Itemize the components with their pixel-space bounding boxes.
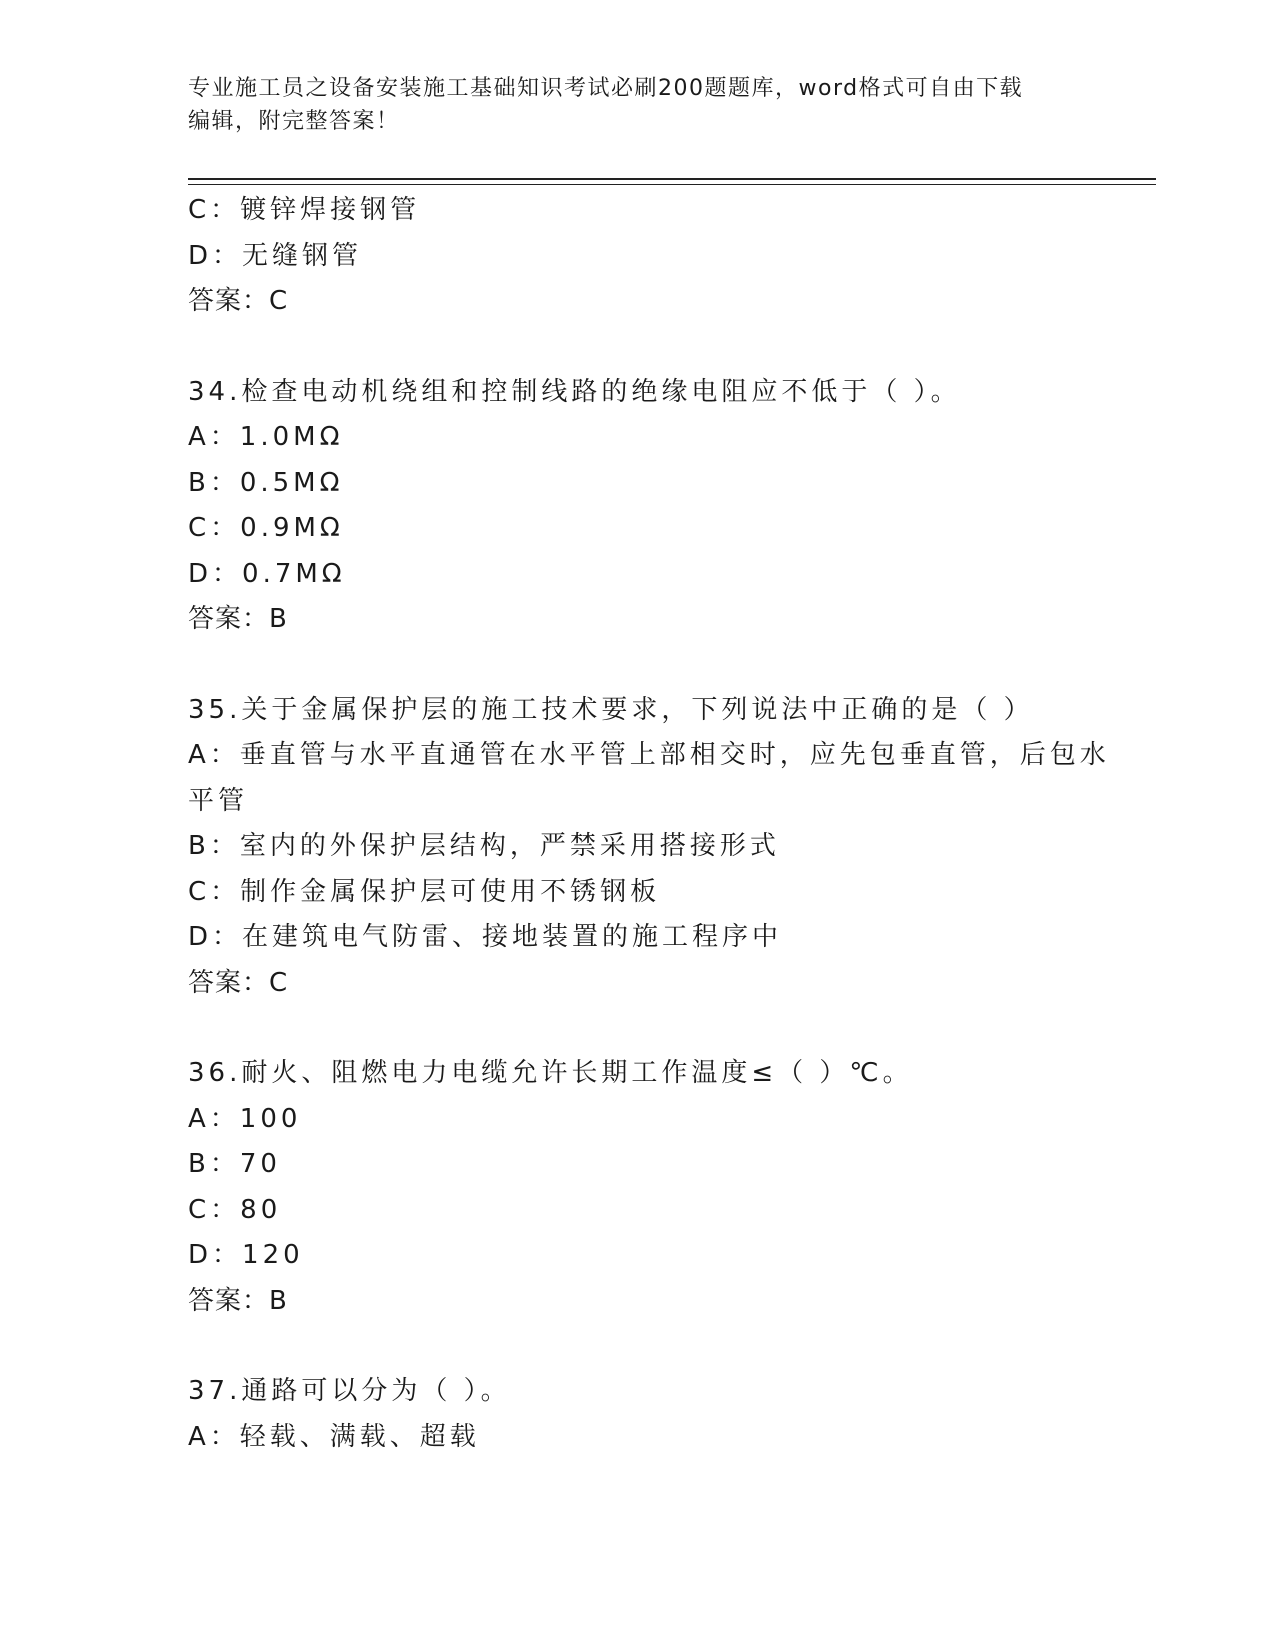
question-text: 37.通路可以分为（ ）。 xyxy=(188,1376,511,1406)
answer: 答案：B xyxy=(188,604,288,634)
header-title-line-1: 专业施工员之设备安装施工基础知识考试必刷200题题库，word格式可自由下载 xyxy=(188,76,1024,101)
option-c: C：80 xyxy=(188,1194,282,1225)
spacer xyxy=(188,325,1088,370)
question-text: 36.耐火、阻燃电力电缆允许长期工作温度≤（ ）℃。 xyxy=(188,1058,913,1088)
option-a-line-2: 平管 xyxy=(188,785,249,816)
question-33-continued xyxy=(188,188,1088,325)
option-a-line-1: A：垂直管与水平直通管在水平管上部相交时，应先包垂直管，后包水 xyxy=(188,740,1110,770)
option-d: D：无缝钢管 xyxy=(188,240,363,271)
header-divider-thin xyxy=(188,184,1156,185)
spacer xyxy=(188,1324,1088,1369)
option-d: D：在建筑电气防雷、接地装置的施工程序中 xyxy=(188,922,783,952)
question-list xyxy=(188,188,1110,1460)
option-b: B：70 xyxy=(188,1149,281,1179)
option-b: B：室内的外保护层结构，严禁采用搭接形式 xyxy=(188,831,780,861)
question-35 xyxy=(188,688,1110,1007)
spacer xyxy=(188,643,1088,688)
question-37 xyxy=(188,1369,1088,1460)
option-a: A：轻载、满载、超载 xyxy=(188,1421,480,1452)
question-text: 34.检查电动机绕组和控制线路的绝缘电阻应不低于（ ）。 xyxy=(188,376,961,407)
option-a: A：100 xyxy=(188,1103,302,1134)
answer: 答案：C xyxy=(188,286,289,316)
option-d: D：0.7MΩ xyxy=(188,558,346,589)
question-36 xyxy=(188,1051,1088,1324)
header-title-line-2: 编辑，附完整答案！ xyxy=(188,109,400,134)
document-header xyxy=(188,72,1088,138)
answer: 答案：C xyxy=(188,967,289,998)
answer: 答案：B xyxy=(188,1285,288,1316)
option-a: A：1.0MΩ xyxy=(188,422,344,452)
option-c: C：制作金属保护层可使用不锈钢板 xyxy=(188,876,661,907)
header-divider-thick xyxy=(188,178,1156,180)
option-c: C：镀锌焊接钢管 xyxy=(188,195,421,225)
spacer xyxy=(188,1006,1088,1051)
option-c: C：0.9MΩ xyxy=(188,513,344,543)
question-text: 35.关于金属保护层的施工技术要求，下列说法中正确的是（ ） xyxy=(188,694,1034,725)
option-b: B：0.5MΩ xyxy=(188,467,344,498)
question-34 xyxy=(188,370,1088,643)
option-d: D：120 xyxy=(188,1240,304,1270)
